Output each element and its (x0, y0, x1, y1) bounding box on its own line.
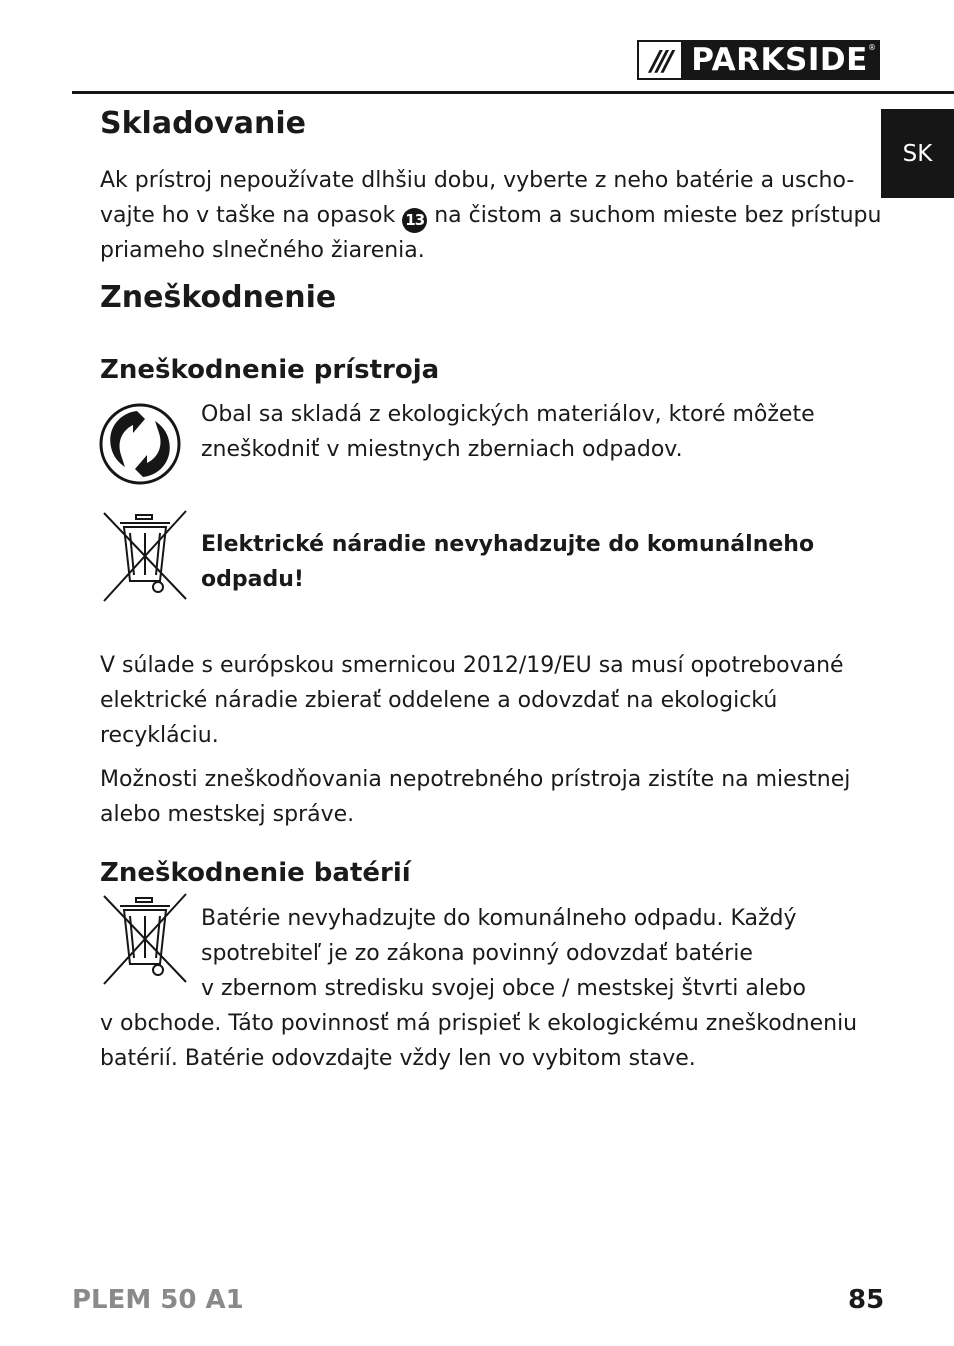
device-disposal-heading: Zneškodnenie prístroja (100, 355, 440, 385)
language-tab: SK (881, 109, 954, 198)
storage-heading: Skladovanie (100, 106, 306, 141)
storage-paragraph (100, 163, 881, 268)
options-line-2: alebo mestskej správe. (100, 802, 355, 827)
packaging-line-1: Obal sa skladá z ekologických materiálov, ktoré môžete (201, 402, 815, 427)
packaging-line-2: zneškodniť v miestnych zberniach odpadov. (201, 437, 683, 462)
disposal-heading: Zneškodnenie (100, 280, 337, 315)
battery-line-5: batérií. Batérie odovzdajte vždy len vo vybitom stave. (100, 1046, 696, 1071)
crossed-bin-battery-icon (100, 892, 190, 986)
storage-line-3: priameho slnečného žiarenia. (100, 238, 425, 263)
storage-line-2 (100, 198, 881, 233)
directive-line-2: elektrické náradie zbierať oddelene a odovzdať na ekologickú (100, 688, 778, 713)
battery-paragraph-full (100, 1006, 857, 1076)
page-number: 85 (848, 1285, 885, 1315)
logo-slashes: /// (639, 42, 681, 78)
header-rule (72, 91, 954, 94)
footer-model: PLEM 50 A1 (72, 1285, 244, 1315)
storage-line-2b: na čistom a suchom mieste bez prístupu (434, 203, 882, 228)
options-line-1: Možnosti zneškodňovania nepotrebného prístroja zistíte na miestnej (100, 767, 851, 792)
directive-line-1: V súlade s európskou smernicou 2012/19/EU sa musí opotrebované (100, 653, 844, 678)
options-paragraph (100, 762, 850, 832)
recycling-green-dot-icon (99, 403, 181, 485)
warning-line-2: odpadu! (201, 567, 304, 592)
directive-line-3: recykláciu. (100, 723, 219, 748)
packaging-paragraph (201, 397, 815, 467)
battery-paragraph-indented (201, 901, 806, 1006)
battery-disposal-heading: Zneškodnenie batérií (100, 858, 411, 888)
battery-line-1: Batérie nevyhadzujte do komunálneho odpadu. Každý (201, 906, 797, 931)
warning-paragraph (201, 527, 814, 597)
battery-line-3: v zbernom stredisku svojej obce / mestskej štvrti alebo (201, 976, 806, 1001)
parkside-logo (637, 40, 880, 80)
battery-line-2: spotrebiteľ je zo zákona povinný odovzdať batérie (201, 941, 753, 966)
crossed-bin-icon (100, 509, 190, 603)
storage-line-2a: vajte ho v taške na opasok (100, 203, 396, 228)
battery-line-4: v obchode. Táto povinnosť má prispieť k ekologickému zneškodneniu (100, 1011, 858, 1036)
logo-brand: PARKSIDE (691, 42, 868, 78)
directive-paragraph (100, 648, 844, 753)
storage-line-1: Ak prístroj nepoužívate dlhšiu dobu, vyberte z neho batérie a uscho- (100, 168, 855, 193)
logo-registered: ® (868, 43, 876, 52)
ref-13-badge: 13 (402, 208, 427, 233)
warning-line-1: Elektrické náradie nevyhadzujte do komunálneho (201, 532, 815, 557)
